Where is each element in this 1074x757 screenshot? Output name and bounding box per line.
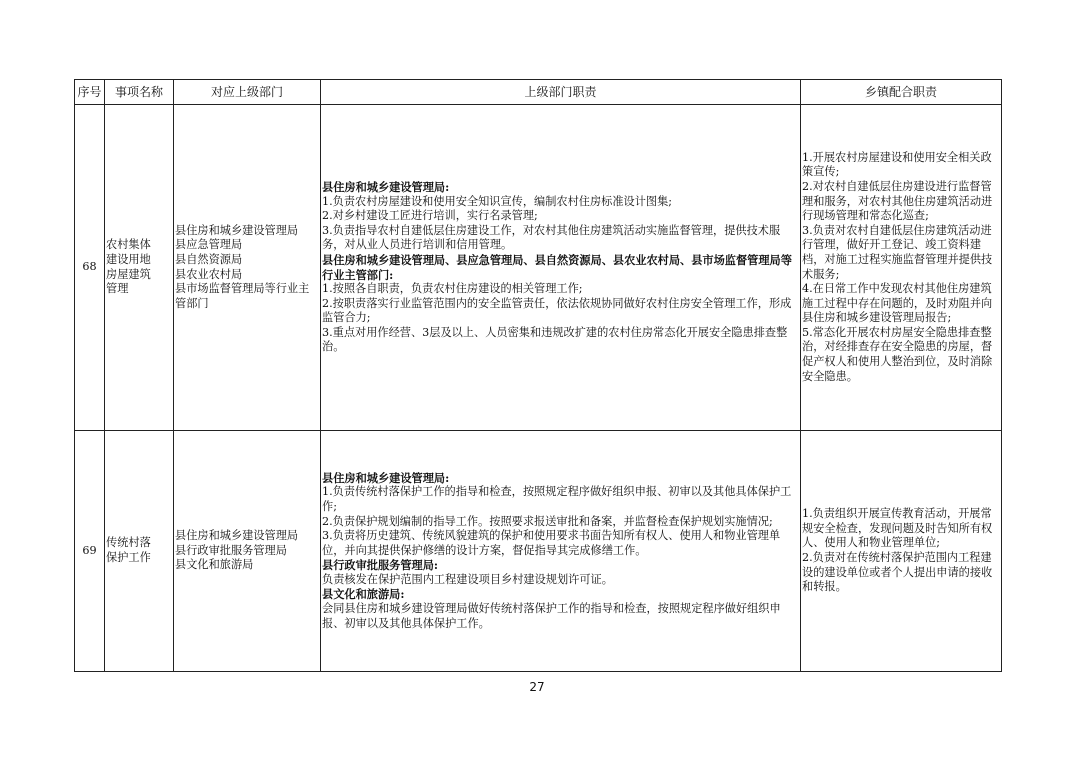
duty-line: 2.按职责落实行业监管范围内的安全监管责任，依法依规协同做好农村住房安全管理工作，形成监管合力; [322,296,792,325]
row-town-duties [801,431,1002,672]
town-duty-line: 2.负责对在传统村落保护范围内工程建设的建设单位或者个人提出申请的接收和转报。 [802,551,993,594]
duty-line: 3.负责指导农村自建低层住房建设工作，对农村其他住房建筑活动实施监督管理，提供技术服务，对从业人员进行培训和信用管理。 [322,223,781,252]
town-duty-line: 5.常态化开展农村房屋安全隐患排查整治，对经排查存在安全隐患的房屋，督促产权人和使用人整治到位，及时消除安全隐患。 [802,325,993,383]
duty-line: 1.负责传统村落保护工作的指导和检查，按照规定程序做好组织申报、初审以及其他具体保护工作; [322,485,792,513]
department: 县应急管理局 [175,238,243,252]
duty-line: 1.按照各自职责，负责农村住房建设的相关管理工作; [322,282,583,296]
duty-line: 负责核发在保护范围内工程建设项目乡村建设规划许可证。 [322,572,613,586]
duty-heading: 县住房和城乡建设管理局: [322,179,450,194]
table-header-row [75,80,1002,105]
item-line: 建设用地 [106,252,151,266]
row-superior-duties [321,105,801,431]
department: 县市场监督管理局等行业主管部门 [175,282,310,310]
department: 县农业农村局 [175,267,243,281]
duty-heading: 县文化和旅游局: [322,587,405,602]
row-seq: 68 [75,105,105,431]
department: 县住房和城乡建设管理局 [175,223,299,237]
town-duty-line: 2.对农村自建低层住房建设进行监督管理和服务，对农村其他住房建筑活动进行现场管理和常态化巡查; [802,179,993,223]
row-departments [174,105,321,431]
row-seq: 69 [75,431,105,672]
item-line: 传统村落 [106,536,151,550]
row-item-name [105,105,174,431]
row-town-duties [801,105,1002,431]
header-seq: 序号 [75,80,105,105]
duty-line: 2.负责保护规划编制的指导工作。按照要求报送审批和备案，并监督检查保护规划实施情况; [322,514,773,528]
item-line: 管理 [106,282,129,296]
town-duty-line: 4.在日常工作中发现农村其他住房建筑施工过程中存在问题的，及时劝阻并向县住房和城乡建设管理局报告; [802,282,993,325]
department: 县自然资源局 [175,252,243,266]
page-number: 27 [529,680,545,694]
header-dept: 对应上级部门 [174,80,321,105]
town-duty-line: 1.开展农村房屋建设和使用安全相关政策宣传; [802,150,992,179]
row-departments [174,431,321,672]
duty-line: 3.重点对用作经营、3层及以上、人员密集和违规改扩建的农村住房常态化开展安全隐患排查整治。 [322,325,788,354]
duty-line: 3.负责将历史建筑、传统风貌建筑的保护和使用要求书面告知所有权人、使用人和物业管理单位，并向其提供保护修缮的设计方案，督促指导其完成修缮工作。 [322,529,781,557]
duty-line: 会同县住房和城乡建设管理局做好传统村落保护工作的指导和检查，按照规定程序做好组织申报、初审以及其他具体保护工作。 [322,602,781,630]
department: 县行政审批服务管理局 [175,543,287,557]
item-line: 保护工作 [106,551,151,564]
table-row [75,431,1002,672]
row-superior-duties [321,431,801,672]
table-row [75,105,1002,431]
header-town: 乡镇配合职责 [801,80,1002,105]
department: 县文化和旅游局 [175,558,254,572]
header-item: 事项名称 [105,80,174,105]
duty-heading: 县行政审批服务管理局: [322,558,439,573]
duty-heading: 县住房和城乡建设管理局: [322,470,450,485]
row-item-name [105,431,174,672]
duty-heading: 县住房和城乡建设管理局、县应急管理局、县自然资源局、县农业农村局、县市场监督管理局等行业主管部门: [322,252,792,282]
duty-line: 1.负责农村房屋建设和使用安全知识宣传，编制农村住房标准设计图集; [322,194,673,208]
item-line: 农村集体 [106,238,151,252]
duty-table [74,79,1002,672]
header-duty: 上级部门职责 [321,80,801,105]
town-duty-line: 3.负责对农村自建低层住房建筑活动进行管理，做好开工登记、竣工资料建档，对施工过程实施监督管理并提供技术服务; [802,223,993,281]
town-duty-line: 1.负责组织开展宣传教育活动，开展常规安全检查，发现问题及时告知所有权人、使用人和物业管理单位; [802,507,993,550]
department: 县住房和城乡建设管理局 [175,529,299,543]
duty-line: 2.对乡村建设工匠进行培训，实行名录管理; [322,209,538,223]
item-line: 房屋建筑 [106,267,151,281]
